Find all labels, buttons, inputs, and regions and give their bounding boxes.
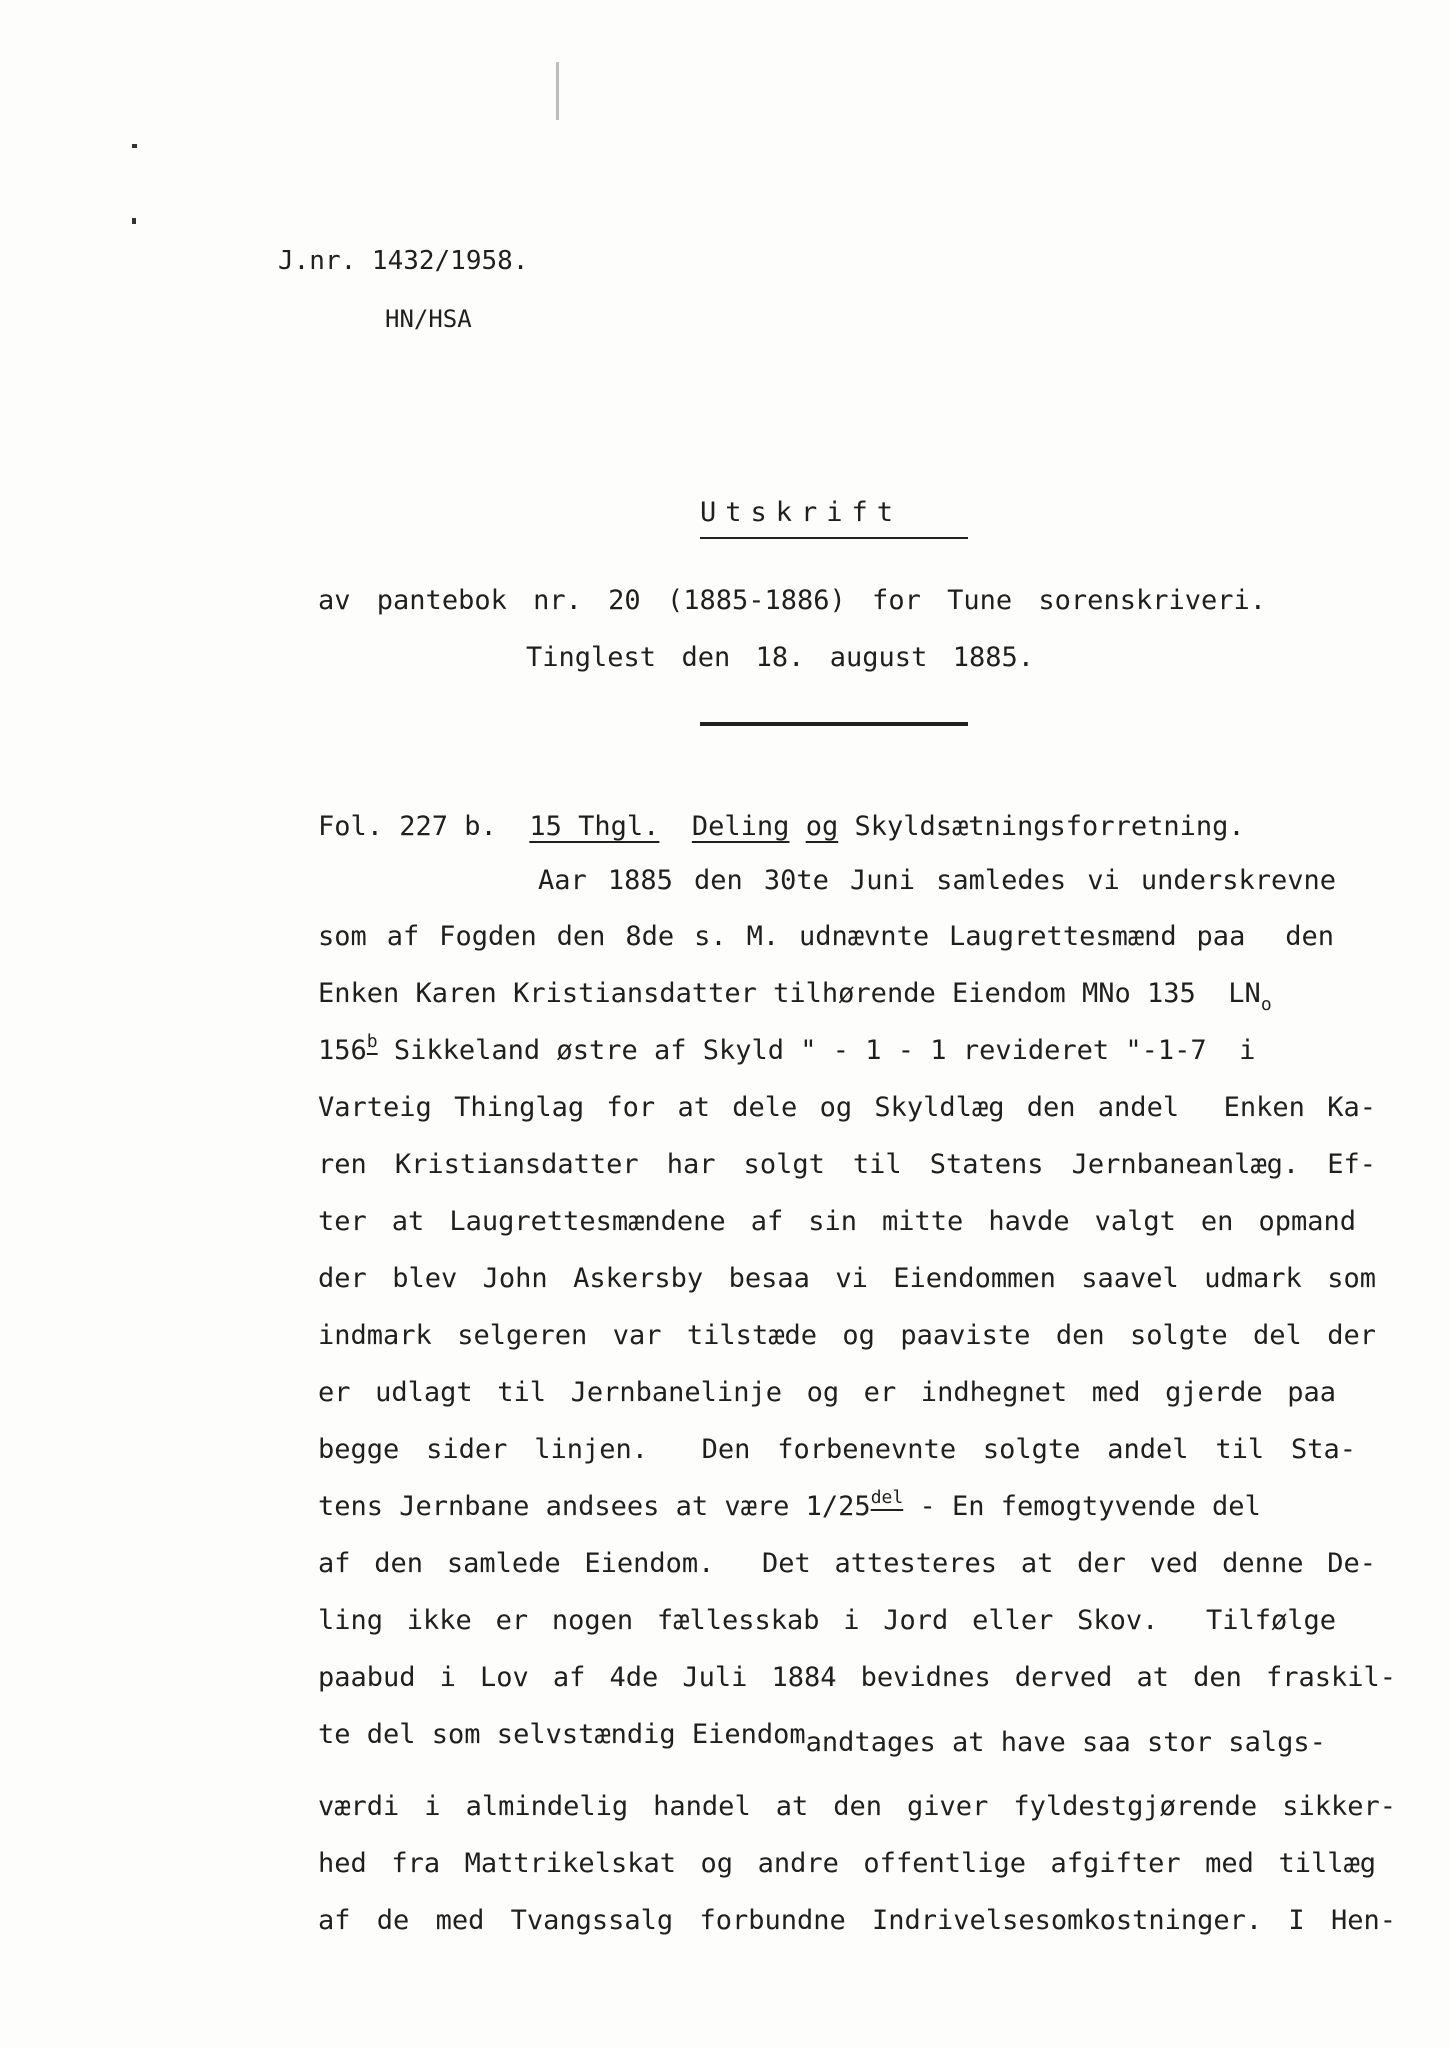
- body-line-4-number: 156: [318, 1035, 367, 1066]
- body-line-7: ter at Laugrettesmændene af sin mitte havde valgt en opmand: [318, 1206, 1356, 1237]
- body-line-2: som af Fogden den 8de s. M. udnævnte Laugrettesmænd paa den: [318, 921, 1334, 952]
- body-line-4: [318, 1031, 1256, 1068]
- entry-type-deling: Deling: [691, 811, 790, 842]
- punch-mark: [132, 144, 137, 148]
- body-line-4-text: Sikkeland østre af Skyld " - 1 - 1 revideret "-1-7 i: [377, 1035, 1256, 1066]
- journal-number: J.nr. 1432/1958.: [278, 246, 529, 276]
- body-line-3-subscript: o: [1260, 994, 1272, 1015]
- separator-rule: [700, 722, 968, 726]
- body-line-15: paabud i Lov af 4de Juli 1884 bevidnes derved at den fraskil-: [318, 1662, 1396, 1693]
- body-line-6: ren Kristiansdatter har solgt til Statens Jernbaneanlæg. Ef-: [318, 1149, 1376, 1180]
- punch-mark: [132, 218, 136, 224]
- document-title: Utskrift: [700, 497, 903, 528]
- body-line-12-superscript: del: [870, 1487, 904, 1508]
- initials: HN/HSA: [385, 305, 472, 333]
- body-line-12-text-a: tens Jernbane andsees at være 1/25: [318, 1491, 871, 1522]
- entry-heading: [318, 810, 1245, 844]
- body-line-14: ling ikke er nogen fællesskab i Jord eller Skov. Tilfølge: [318, 1605, 1336, 1636]
- body-line-18: hed fra Mattrikelskat og andre offentlige afgifter med tillæg: [318, 1848, 1376, 1879]
- body-line-3-text: Enken Karen Kristiansdatter tilhørende Eiendom MNo 135 LN: [318, 978, 1261, 1009]
- subtitle-line-1: av pantebok nr. 20 (1885-1886) for Tune sorenskriveri.: [318, 585, 1266, 616]
- body-line-3: [318, 977, 1272, 1015]
- folio-ref: Fol. 227 b.: [318, 811, 497, 842]
- body-line-1: Aar 1885 den 30te Juni samledes vi underskrevne: [538, 865, 1336, 896]
- bleed-through-mark: [556, 62, 559, 120]
- body-line-12-text-b: - En femogtyvende del: [903, 1491, 1261, 1522]
- thingl-ref: 15 Thgl.: [529, 811, 660, 842]
- body-line-12: [318, 1487, 1261, 1524]
- body-line-9: indmark selgeren var tilstæde og paaviste den solgte del der: [318, 1320, 1376, 1351]
- body-line-16-text-b: andtages at have saa stor salgs-: [805, 1727, 1326, 1758]
- body-line-13: af den samlede Eiendom. Det attesteres at der ved denne De-: [318, 1548, 1376, 1579]
- title-underline: [700, 537, 968, 539]
- entry-type-og: og: [805, 811, 839, 842]
- body-line-5: Varteig Thinglag for at dele og Skyldlæg den andel Enken Ka-: [318, 1092, 1376, 1123]
- body-line-16-text-a: te del som selvstændig Eiendom: [318, 1719, 806, 1750]
- body-line-8: der blev John Askersby besaa vi Eiendommen saavel udmark som: [318, 1263, 1376, 1294]
- body-line-19: af de med Tvangssalg forbundne Indrivelsesomkostninger. I Hen-: [318, 1905, 1396, 1936]
- entry-type-rest: Skyldsætningsforretning.: [854, 811, 1245, 842]
- body-line-4-superscript: b: [366, 1031, 378, 1052]
- body-line-16: [318, 1718, 1326, 1758]
- body-line-11: begge sider linjen. Den forbenevnte solgte andel til Sta-: [318, 1434, 1356, 1465]
- body-line-17: værdi i almindelig handel at den giver fyldestgjørende sikker-: [318, 1791, 1396, 1822]
- body-line-10: er udlagt til Jernbanelinje og er indhegnet med gjerde paa: [318, 1377, 1336, 1408]
- subtitle-line-2: Tinglest den 18. august 1885.: [526, 642, 1034, 673]
